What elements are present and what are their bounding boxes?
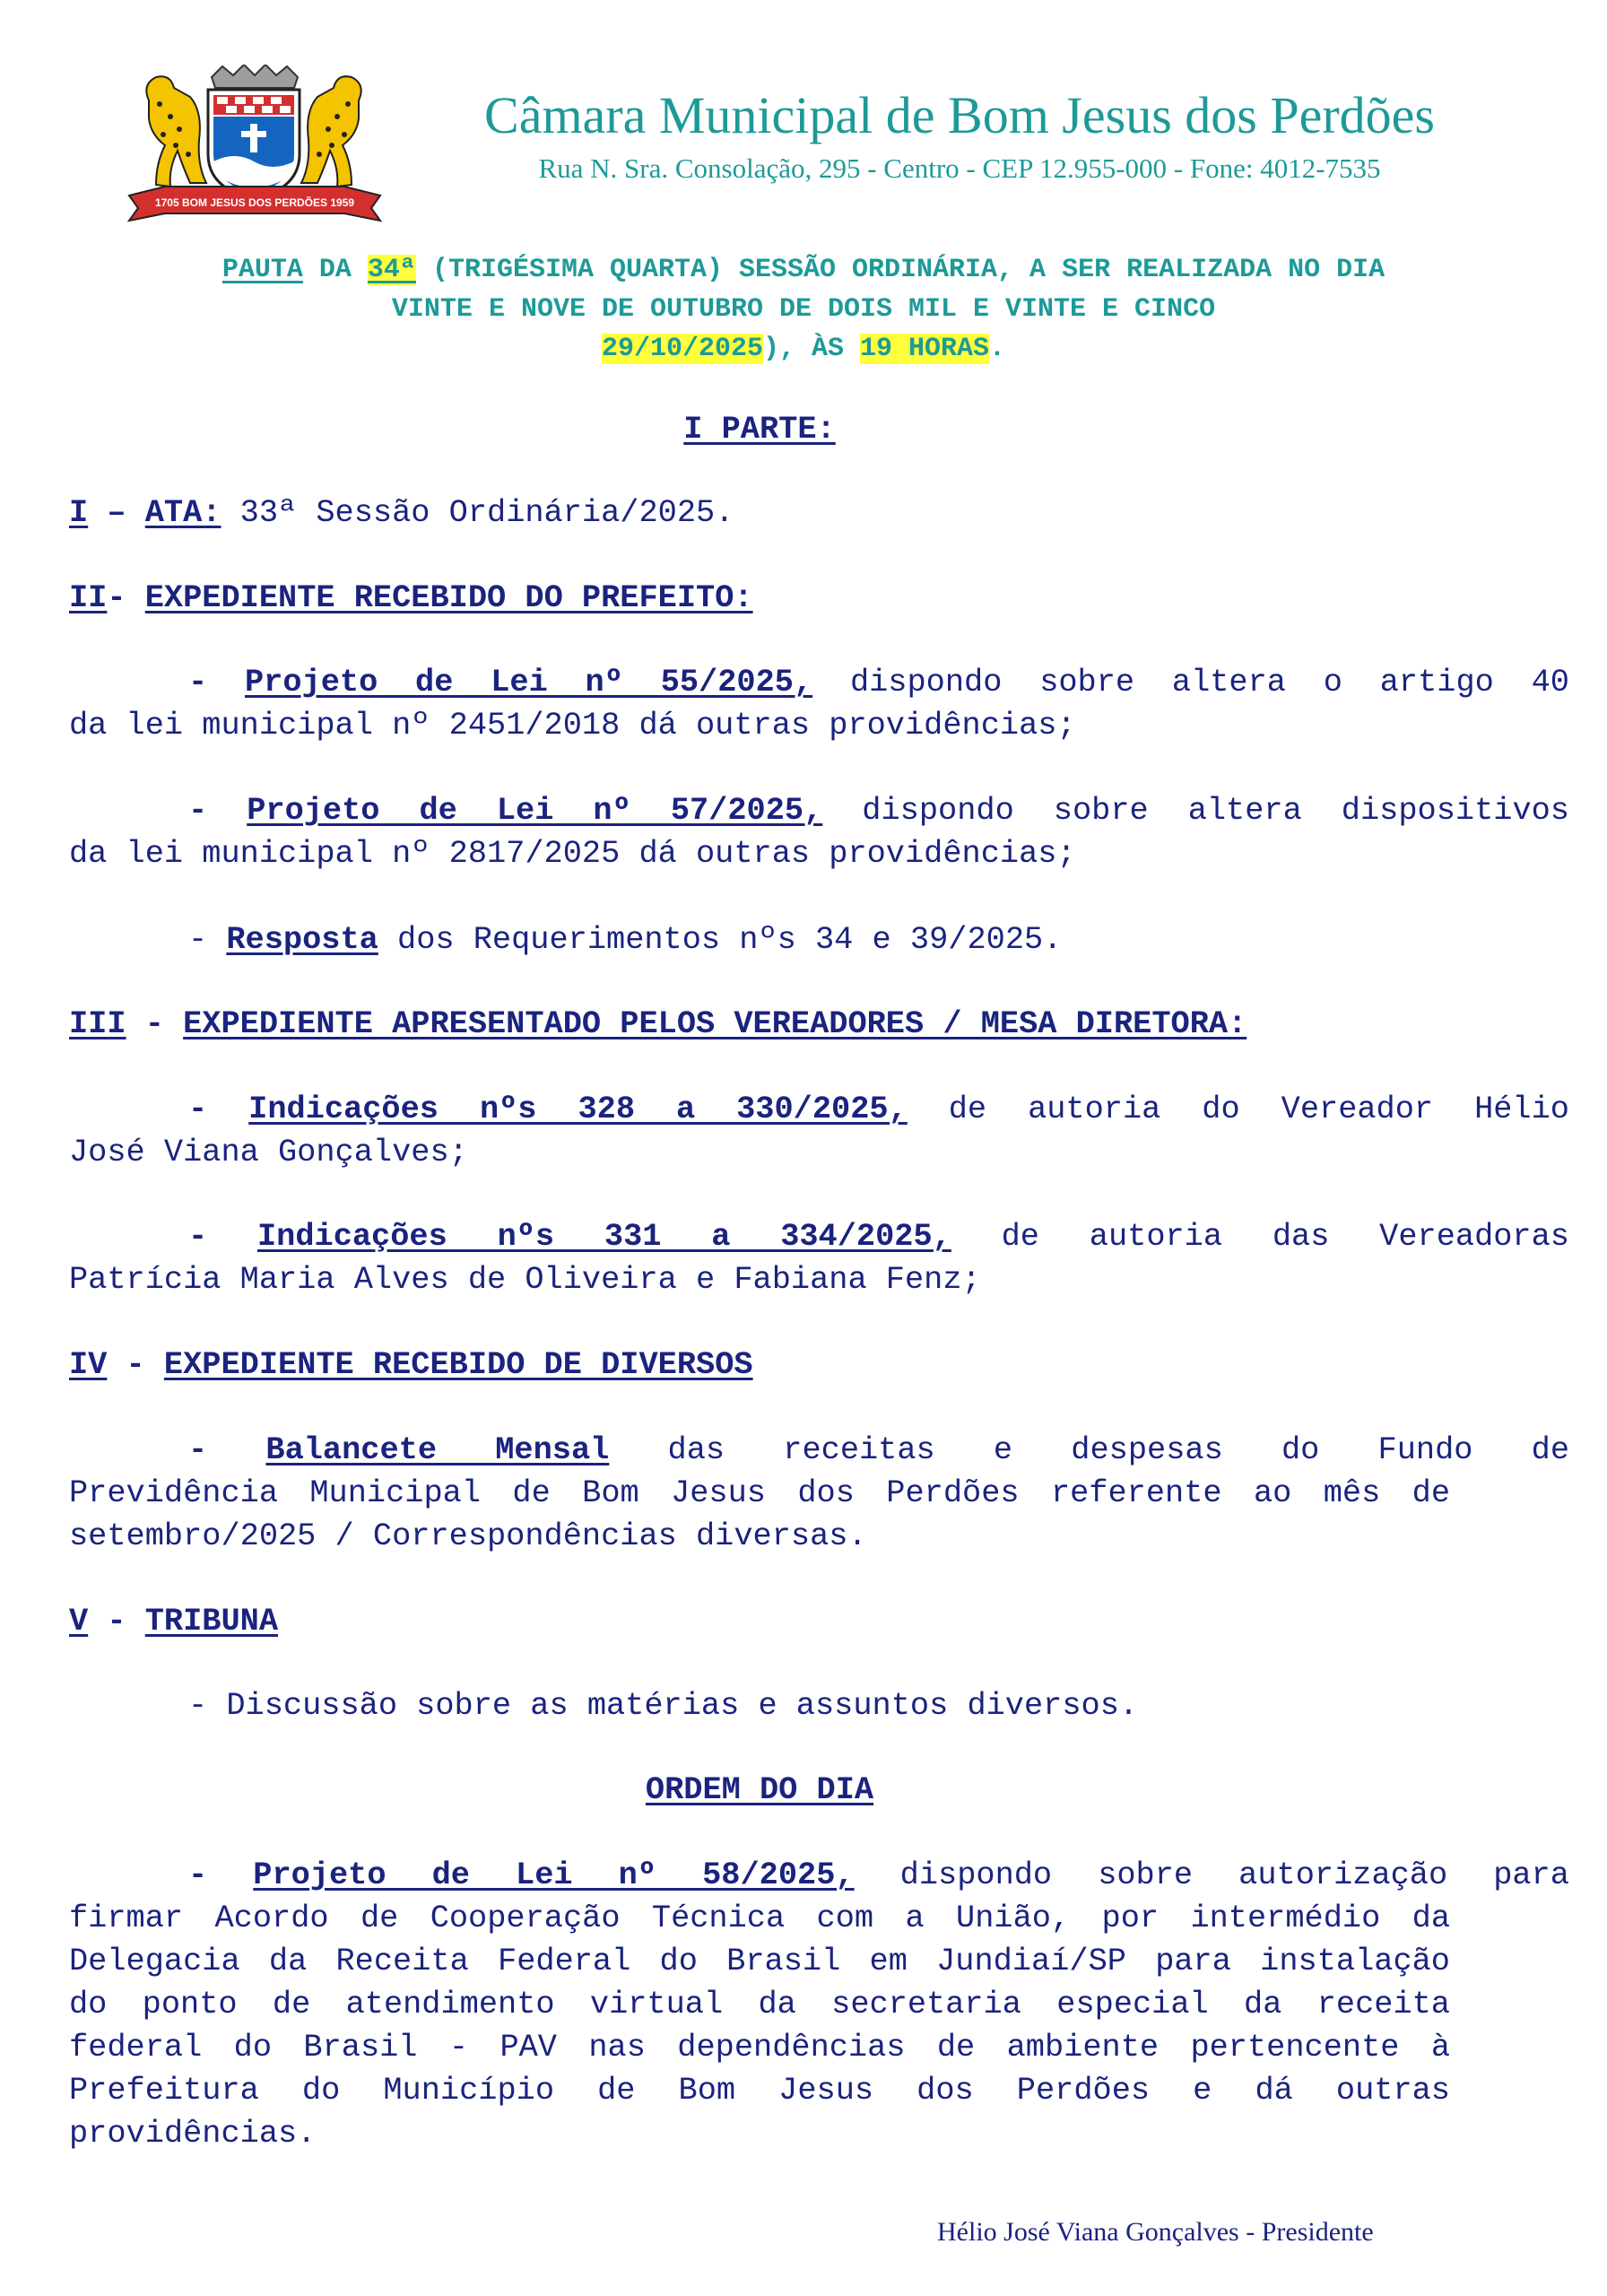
item-balancete-label: Balancete Mensal — [265, 1432, 610, 1468]
tribuna-roman: V — [69, 1604, 89, 1639]
item-resposta-label: Resposta — [226, 922, 378, 958]
item-pl-57-dash: - — [188, 793, 248, 829]
item-balancete-line-1 — [69, 1429, 1569, 1472]
item-balancete-dash: - — [188, 1432, 266, 1468]
item-pl-58-line-5: federal do Brasil - PAV nas dependências de ambiente pertencente à — [69, 2030, 1450, 2066]
ata-roman: I — [69, 495, 89, 531]
prefeito-dash: - — [107, 580, 145, 616]
item-indicacoes-331-text: de autoria das Vereadoras — [951, 1219, 1569, 1255]
item-resposta-text: dos Requerimentos nºs 34 e 39/2025. — [378, 922, 1063, 958]
section-ata — [69, 491, 1450, 535]
item-indicacoes-331-line-2: Patrícia Maria Alves de Oliveira e Fabiana Fenz; — [69, 1262, 981, 1298]
item-pl-58-line-2: firmar Acordo de Cooperação Técnica com a União, por intermédio da — [69, 1900, 1450, 1936]
pauta-line-3 — [54, 329, 1553, 369]
item-pl-57-line-2: da lei municipal nº 2817/2025 dá outras providências; — [69, 836, 1076, 872]
item-pl-58-line-3: Delegacia da Receita Federal do Brasil em Jundiaí/SP para instalação — [69, 1944, 1450, 1979]
session-number: 34ª — [367, 255, 416, 285]
item-resposta-dash: - — [188, 922, 227, 958]
item-pl-55-line-2: da lei municipal nº 2451/2018 dá outras providências; — [69, 708, 1076, 744]
item-indicacoes-328-line-1 — [69, 1088, 1569, 1131]
item-balancete-line-2: Previdência Municipal de Bom Jesus dos Perdões referente ao mês de — [69, 1475, 1450, 1511]
municipal-crest-logo — [124, 65, 384, 222]
item-pl-58-line-7: providências. — [69, 2116, 317, 2152]
item-pl-58-label: Projeto de Lei nº 58/2025, — [253, 1857, 855, 1893]
diversos-dash: - — [107, 1347, 164, 1383]
item-indicacoes-331-label: Indicações nºs 331 a 334/2025, — [256, 1219, 951, 1255]
vereadores-roman: III — [69, 1006, 126, 1042]
chamber-title: Câmara Municipal de Bom Jesus dos Perdões — [484, 86, 1435, 144]
pauta-line-1 — [54, 250, 1553, 290]
item-pl-58-line-6: Prefeitura do Município de Bom Jesus dos Perdões e dá outras — [69, 2073, 1450, 2109]
pauta-line-3-end: . — [989, 334, 1006, 364]
ata-dash: – — [88, 495, 145, 531]
ordem-label: ORDEM DO DIA — [645, 1772, 874, 1808]
item-indicacoes-331-line-1 — [69, 1215, 1569, 1258]
item-pl-55-line-1 — [69, 661, 1569, 704]
item-indicacoes-328-line-2: José Viana Gonçalves; — [69, 1135, 468, 1170]
pauta-line-2: VINTE E NOVE DE OUTUBRO DE DOIS MIL E VINTE E CINCO — [391, 294, 1216, 325]
tribuna-dash: - — [88, 1604, 145, 1639]
item-indicacoes-331-dash: - — [188, 1219, 257, 1255]
crest-ribbon-text: 1705 BOM JESUS DOS PERDÕES 1959 — [154, 196, 355, 209]
item-indicacoes-328-label: Indicações nºs 328 a 330/2025, — [248, 1091, 908, 1127]
item-tribuna: - Discussão sobre as matérias e assuntos diversos. — [188, 1688, 1139, 1724]
item-indicacoes-328-text: de autoria do Vereador Hélio — [907, 1091, 1569, 1127]
section-prefeito-heading — [69, 577, 1450, 620]
item-indicacoes-328-dash: - — [188, 1091, 249, 1127]
tribuna-label: TRIBUNA — [144, 1604, 279, 1639]
item-pl-58-text: dispondo sobre autorização para — [854, 1857, 1569, 1893]
diversos-roman: IV — [69, 1347, 108, 1383]
vereadores-dash: - — [126, 1006, 184, 1042]
item-resposta — [69, 918, 1569, 961]
chamber-address: Rua N. Sra. Consolação, 295 - Centro - CEP 12.955-000 - Fone: 4012-7535 — [538, 152, 1381, 184]
section-diversos-heading — [69, 1344, 1450, 1387]
pauta-line-3-mid: ), ÀS — [762, 334, 844, 364]
item-pl-58-line-4: do ponto de atendimento virtual da secretaria especial da receita — [69, 1987, 1450, 2022]
vereadores-label: EXPEDIENTE APRESENTADO PELOS VEREADORES / MESA DIRETORA: — [183, 1006, 1247, 1042]
item-balancete-text: das receitas e despesas do Fundo de — [609, 1432, 1569, 1468]
prefeito-roman: II — [69, 580, 108, 616]
session-date: 29/10/2025 — [601, 334, 763, 364]
parte-label: I PARTE: — [683, 412, 836, 448]
item-pl-57-line-1 — [69, 789, 1569, 832]
prefeito-label: EXPEDIENTE RECEBIDO DO PREFEITO: — [144, 580, 753, 616]
section-tribuna-heading — [69, 1600, 1450, 1643]
ata-text: 33ª Sessão Ordinária/2025. — [221, 495, 734, 531]
item-pl-58-dash: - — [188, 1857, 254, 1893]
parte-heading — [69, 408, 1450, 451]
diversos-label: EXPEDIENTE RECEBIDO DE DIVERSOS — [163, 1347, 753, 1383]
item-pl-55-text: dispondo sobre altera o artigo 40 — [812, 665, 1569, 700]
item-pl-57-text: dispondo sobre altera dispositivos — [822, 793, 1569, 829]
president-signature: Hélio José Viana Gonçalves - Presidente — [937, 2217, 1374, 2247]
pauta-line-1-rest: (TRIGÉSIMA QUARTA) SESSÃO ORDINÁRIA, A SER REALIZADA NO DIA — [431, 255, 1385, 285]
ata-label: ATA: — [144, 495, 222, 531]
session-hour: 19 HORAS — [860, 334, 990, 364]
item-balancete-line-3: setembro/2025 / Correspondências diversas. — [69, 1518, 867, 1554]
pauta-word: PAUTA — [222, 255, 303, 285]
ordem-heading — [69, 1769, 1450, 1812]
pauta-da: DA — [318, 255, 352, 285]
section-vereadores-heading — [69, 1003, 1450, 1046]
item-pl-55-dash: - — [188, 665, 245, 700]
item-pl-58-line-1 — [69, 1854, 1569, 1897]
item-pl-55-label: Projeto de Lei nº 55/2025, — [244, 665, 813, 700]
item-pl-57-label: Projeto de Lei nº 57/2025, — [247, 793, 823, 829]
